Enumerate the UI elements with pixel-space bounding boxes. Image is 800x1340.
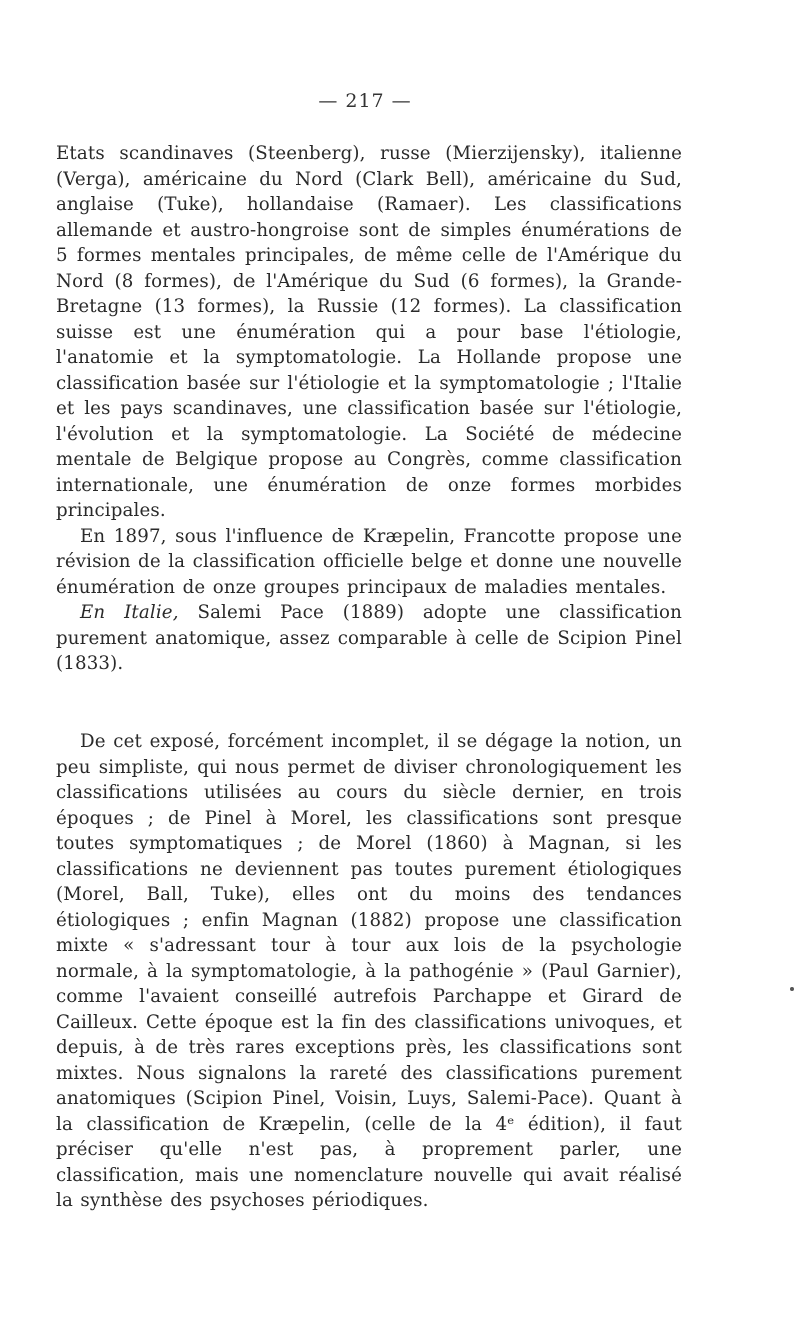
italic-en-italie: En Italie, — [80, 602, 179, 623]
paragraph-italie — [56, 600, 682, 677]
paragraph-francotte: En 1897, sous l'influence de Kræpelin, Francotte propose une révision de la classification officielle belge et donne une nouvelle énumération de onze groupes principaux de maladies mentales. — [56, 525, 682, 598]
paragraph-italie-text: Salemi Pace (1889) adopte une classification purement anatomique, assez comparable à celle de Scipion Pinel (1833). — [56, 602, 682, 674]
text-block-lower — [56, 729, 682, 1214]
paragraph-classifications-list: Etats scandinaves (Steenberg), russe (Mierzijensky), italienne (Verga), américaine du Nord (Clark Bell), américaine du Sud, anglaise (Tuke), hollandaise (Ramaer). Les classifications allemande et austro-hongroise sont de simples énumérations de 5 formes mentales principales, de même celle de l'Amérique du Nord (8 formes), de l'Amérique du Sud (6 formes), la Grande-Bretagne (13 formes), la Russie (12 formes). La classification suisse est une énumération qui a pour base l'étiologie, l'anatomie et la symptomatologie. La Hollande propose une classification basée sur l'étiologie et la symptomatologie ; l'Italie et les pays scandinaves, une classification basée sur l'étiologie, l'évolution et la symptomatologie. La Société de médecine mentale de Belgique propose au Congrès, comme classification internationale, une énumération de onze formes morbides principales. — [56, 143, 682, 521]
paragraph-expose: De cet exposé, forcément incomplet, il se dégage la notion, un peu simpliste, qui nous permet de diviser chronologiquement les classifications utilisées au cours du siècle dernier, en trois époques ; de Pinel à Morel, les classifications sont presque toutes symptomatiques ; de Morel (1860) à Magnan, si les classifications ne deviennent pas toutes purement étiologiques (Morel, Ball, Tuke), elles ont du moins des tendances étiologiques ; enfin Magnan (1882) propose une classification mixte « s'adressant tour à tour aux lois de la psychologie normale, à la symptomatologie, à la pathogénie » (Paul Garnier), comme l'avaient conseillé autrefois Parchappe et Girard de Cailleux. Cette époque est la fin des classifications univoques, et depuis, à de très rares exceptions près, les classifications sont mixtes. Nous signalons la rareté des classifications purement anatomiques (Scipion Pinel, Voisin, Luys, Salemi-Pace). Quant à la classification de Kræpelin, (celle de la 4ᵉ édition), il faut préciser qu'elle n'est pas, à proprement parler, une classification, mais une nomenclature nouvelle qui avait réalisé la synthèse des psychoses périodiques. — [56, 731, 682, 1211]
text-block-upper — [56, 141, 682, 677]
margin-mark — [790, 987, 794, 991]
page-number: — 217 — — [318, 90, 412, 112]
